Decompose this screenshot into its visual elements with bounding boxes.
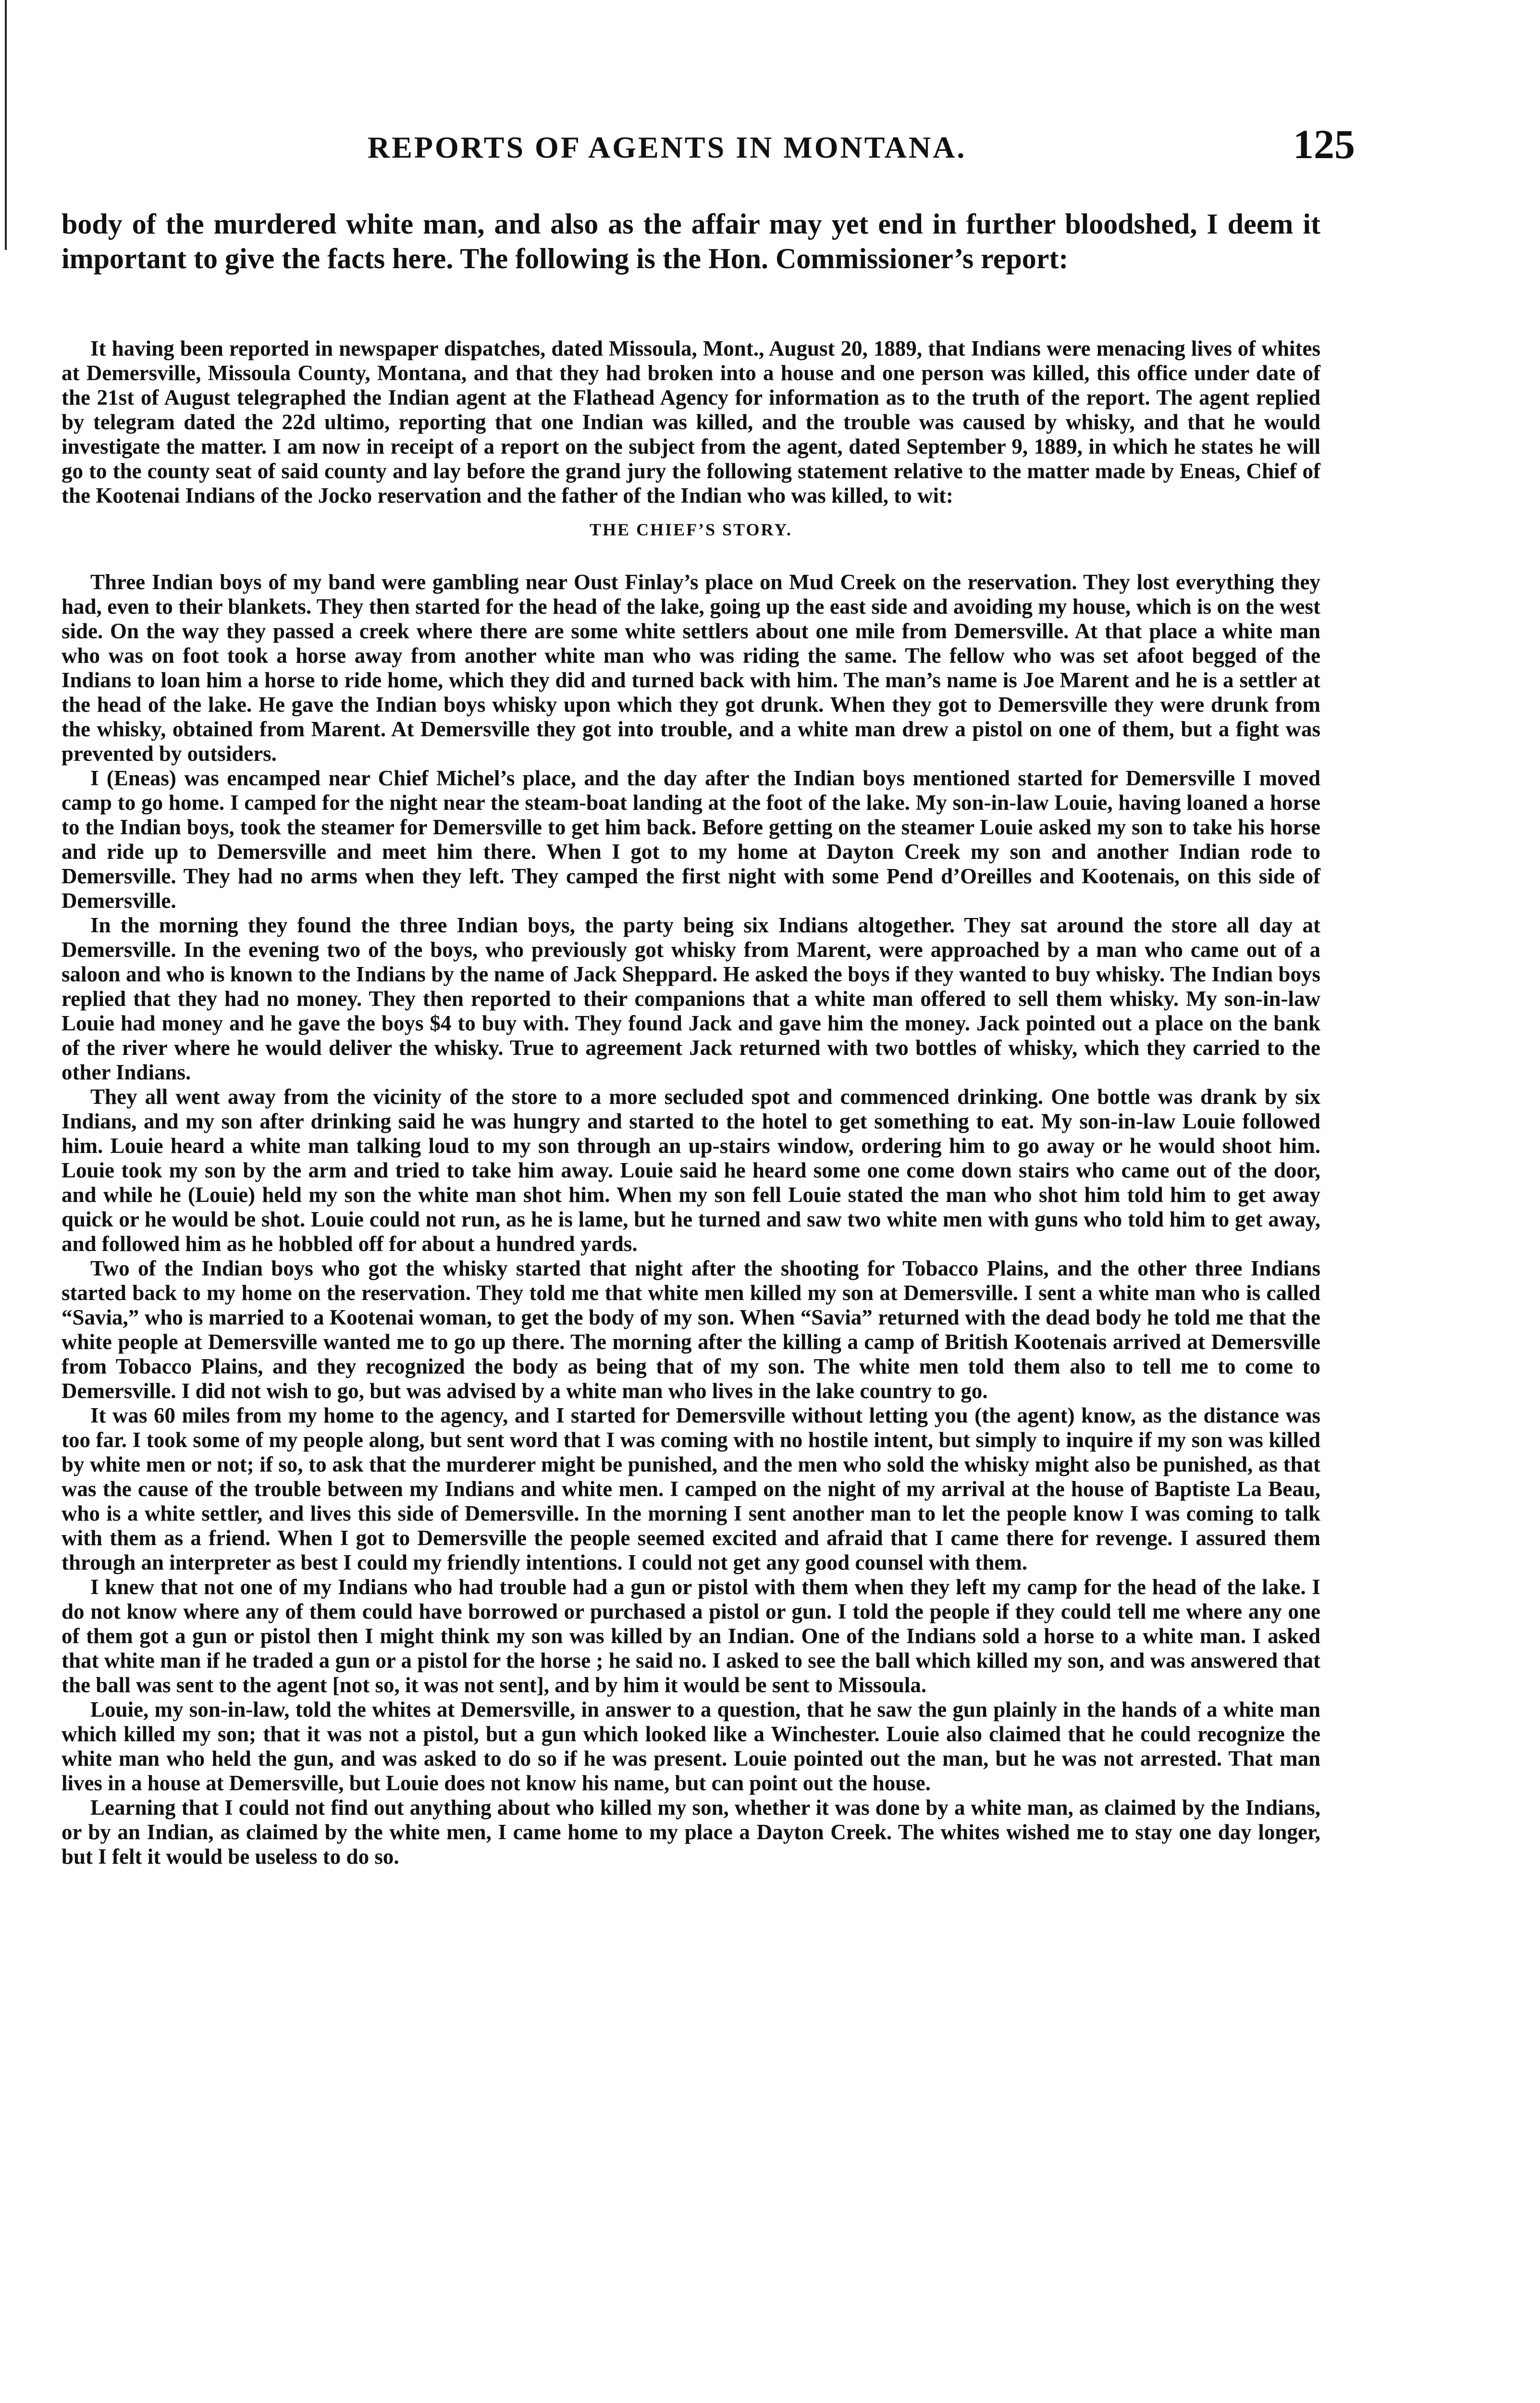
running-header	[58, 120, 1355, 173]
story-paragraph: Louie, my son-in-law, told the whites at Demersville, in answer to a question, that he saw the gun plainly in the hands of a white man which killed my son; that it was not a pistol, but a gun which looked like a Winchester. Louie also claimed that he could recognize the white man who held the gun, and was asked to do so if he was present. Louie pointed out the man, but he was not arrested. That man lives in a house at Demersville, but Louie does not know his name, but can point out the house.	[62, 1697, 1320, 1795]
chiefs-story	[62, 570, 1320, 1869]
page-edge-rule	[5, 0, 7, 250]
story-paragraph: Two of the Indian boys who got the whisky started that night after the shooting for Tobacco Plains, and the other three Indians started back to my home on the reservation. They told me that white men killed my son at Demersville. I sent a white man who is called “Savia,” who is married to a Kootenai woman, to get the body of my son. When “Savia” returned with the dead body he told me that the white people at Demersville wanted me to go up there. The morning after the killing a camp of British Kootenais arrived at Demersville from Tobacco Plains, and they recognized the body as being that of my son. The white men told them also to tell me to come to Demersville. I did not wish to go, but was advised by a white man who lives in the lake country to go.	[62, 1256, 1320, 1403]
section-heading: THE CHIEF’S STORY.	[590, 520, 792, 539]
page-number: 125	[1293, 121, 1355, 167]
story-paragraph: I knew that not one of my Indians who had trouble had a gun or pistol with them when they left my camp for the head of the lake. I do not know where any of them could have borrowed or purchased a pistol or gun. I told the people if they could tell me where any one of them got a gun or pistol then I might think my son was killed by an Indian. One of the Indians sold a horse to a white man. I asked that white man if he traded a gun or a pistol for the horse ; he said no. I asked to see the ball which killed my son, and was answered that the ball was sent to the agent [not so, it was not sent], and by him it would be sent to Missoula.	[62, 1575, 1320, 1697]
report-paragraph: It having been reported in newspaper dispatches, dated Missoula, Mont., August 20, 1889, that Indians were menacing lives of whites at Demersville, Missoula County, Montana, and that they had broken into a house and one person was killed, this office under date of the 21st of August telegraphed the Indian agent at the Flathead Agency for information as to the truth of the report. The agent replied by telegram dated the 22d ultimo, reporting that one Indian was killed, and the trouble was caused by whisky, and that he would investigate the matter. I am now in receipt of a report on the subject from the agent, dated September 9, 1889, in which he states he will go to the county seat of said county and lay before the grand jury the following statement relative to the matter made by Eneas, Chief of the Kootenai Indians of the Jocko reservation and the father of the Indian who was killed, to wit:	[62, 336, 1320, 508]
intro-paragraph: body of the murdered white man, and also as the affair may yet end in further bloodshed, I deem it important to give the facts here. The following is the Hon. Commissioner’s report:	[62, 208, 1320, 274]
story-paragraph: In the morning they found the three Indian boys, the party being six Indians altogether. They sat around the store all day at Demersville. In the evening two of the boys, who previously got whisky from Marent, were approached by a man who came out of a saloon and who is known to the Indians by the name of Jack Sheppard. He asked the boys if they wanted to buy whisky. The Indian boys replied that they had no money. They then reported to their companions that a white man offered to sell them whisky. My son-in-law Louie had money and he gave the boys $4 to buy with. They found Jack and gave him the money. Jack pointed out a place on the bank of the river where he would deliver the whisky. True to agreement Jack returned with two bottles of whisky, which they carried to the other Indians.	[62, 913, 1320, 1084]
story-paragraph: They all went away from the vicinity of the store to a more secluded spot and commenced drinking. One bottle was drank by six Indians, and my son after drinking said he was hungry and started to the hotel to get something to eat. My son-in-law Louie followed him. Louie heard a white man talking loud to my son through an up-stairs window, ordering him to go away or he would shoot him. Louie took my son by the arm and tried to take him away. Louie said he heard some one come down stairs who came out of the door, and while he (Louie) held my son the white man shot him. When my son fell Louie stated the man who shot him told him to get away quick or he would be shot. Louie could not run, as he is lame, but he turned and saw two white men with guns who told him to get away, and followed him as he hobbled off for about a hundred yards.	[62, 1085, 1320, 1256]
intro-section	[62, 207, 1320, 276]
commissioner-report	[62, 336, 1320, 1869]
story-paragraph: Learning that I could not find out anything about who killed my son, whether it was done by a white man, as claimed by the Indians, or by an Indian, as claimed by the white men, I came home to my place a Dayton Creek. The whites wished me to stay one day longer, but I felt it would be useless to do so.	[62, 1796, 1320, 1869]
story-paragraph: It was 60 miles from my home to the agency, and I started for Demersville without letting you (the agent) know, as the distance was too far. I took some of my people along, but sent word that I was coming with no hostile intent, but simply to inquire if my son was killed by white men or not; if so, to ask that the murderer might be punished, and the men who sold the whisky might also be punished, as that was the cause of the trouble between my Indians and white men. I camped on the night of my arrival at the house of Baptiste La Beau, who is a white settler, and lives this side of Demersville. In the morning I sent another man to let the people know I was coming to talk with them as a friend. When I got to Demersville the people seemed excited and afraid that I came there for revenge. I assured them through an interpreter as best I could my friendly intentions. I could not get any good counsel with them.	[62, 1403, 1320, 1574]
story-paragraph: Three Indian boys of my band were gambling near Oust Finlay’s place on Mud Creek on the reservation. They lost everything they had, even to their blankets. They then started for the head of the lake, going up the east side and avoiding my house, which is on the west side. On the way they passed a creek where there are some white settlers about one mile from Demersville. At that place a white man who was on foot took a horse away from another white man who was riding the same. The fellow who was set afoot begged of the Indians to loan him a horse to ride home, which they did and turned back with him. The man’s name is Joe Marent and he is a settler at the head of the lake. He gave the Indian boys whisky upon which they got drunk. When they got to Demersville they were drunk from the whisky, obtained from Marent. At Demersville they got into trouble, and a white man drew a pistol on one of them, but a fight was prevented by outsiders.	[62, 570, 1320, 766]
story-paragraph: I (Eneas) was encamped near Chief Michel’s place, and the day after the Indian boys mentioned started for Demersville I moved camp to go home. I camped for the night near the steam-boat landing at the foot of the lake. My son-in-law Louie, having loaned a horse to the Indian boys, took the steamer for Demersville to get him back. Before getting on the steamer Louie asked my son to take his horse and ride up to Demersville and meet him there. When I got to my home at Dayton Creek my son and another Indian rode to Demersville. They had no arms when they left. They camped the first night with some Pend d’Oreilles and Kootenais, on this side of Demersville.	[62, 766, 1320, 913]
running-title: REPORTS OF AGENTS IN MONTANA.	[368, 130, 967, 164]
